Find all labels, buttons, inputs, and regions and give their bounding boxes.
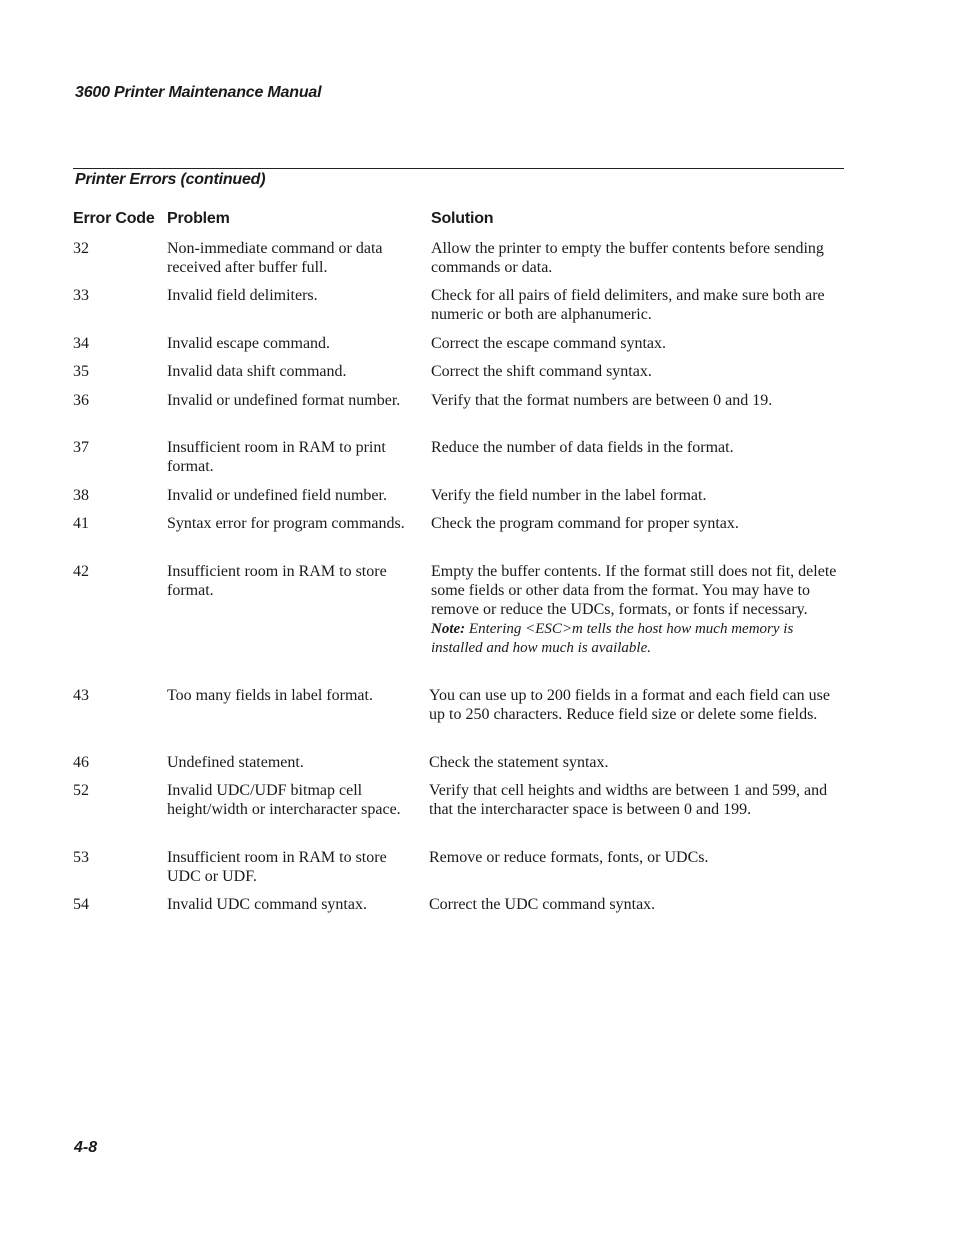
solution-text: You can use up to 200 fields in a format and each field can use up to 250 characters. Reduce field size or delete some fields. [429,687,830,724]
problem-text: Invalid data shift command. [167,363,347,380]
problem-text: Too many fields in label format. [167,687,373,704]
problem-text: Insufficient room in RAM to store UDC or UDF. [167,849,387,886]
solution-text: Reduce the number of data fields in the format. [431,439,734,456]
problem-text: Insufficient room in RAM to store format. [167,563,387,600]
solution-text: Correct the shift command syntax. [431,363,652,380]
note-text: Entering <ESC>m tells the host how much memory is installed and how much is available. [431,620,794,656]
problem-text: Syntax error for program commands. [167,515,405,532]
error-code: 32 [73,240,89,257]
note-label: Note: [431,620,466,637]
problem-text: Insufficient room in RAM to print format. [167,439,386,476]
problem-text: Invalid or undefined format number. [167,392,401,409]
problem-text: Non-immediate command or data received after buffer full. [167,240,383,277]
solution-text: Verify that cell heights and widths are between 1 and 599, and that the intercharacter space is between 0 and 199. [429,782,828,819]
solution-text: Check the program command for proper syntax. [431,515,739,532]
problem-text: Invalid field delimiters. [167,287,318,304]
column-header-solution: Solution [431,210,494,227]
error-code: 37 [73,439,89,456]
error-code: 42 [73,563,89,580]
error-code: 52 [73,782,89,799]
solution-text: Correct the escape command syntax. [431,335,667,352]
solution-text: Check the statement syntax. [429,754,609,771]
solution-text: Allow the printer to empty the buffer contents before sending commands or data. [431,240,824,277]
error-code: 43 [73,687,89,704]
solution-text: Check for all pairs of field delimiters, and make sure both are numeric or both are alphanumeric. [431,287,825,324]
error-code: 53 [73,849,89,866]
error-code: 41 [73,515,89,532]
error-code: 34 [73,335,89,352]
problem-text: Invalid or undefined field number. [167,487,387,504]
problem-text: Invalid escape command. [167,335,331,352]
solution-text: Empty the buffer contents. If the format still does not fit, delete some fields or other data from the format. You may have to remove or reduce the UDCs, formats, or fonts if necessary. [431,563,837,619]
column-header-error-code: Error Code [73,210,155,227]
solution-text: Remove or reduce formats, fonts, or UDCs. [429,849,709,866]
problem-text: Undefined statement. [167,754,304,771]
error-code: 33 [73,287,89,304]
table-title: Printer Errors (continued) [75,171,266,188]
problem-text: Invalid UDC command syntax. [167,896,367,913]
problem-text: Invalid UDC/UDF bitmap cell height/width or intercharacter space. [167,782,401,819]
note [431,620,846,658]
solution-cell [431,562,846,658]
section-rule [73,168,844,169]
running-header: 3600 Printer Maintenance Manual [75,84,322,101]
error-code: 35 [73,363,89,380]
page-number: 4-8 [74,1139,98,1156]
error-code: 38 [73,487,89,504]
column-header-problem: Problem [167,210,230,227]
error-code: 46 [73,754,89,771]
error-code: 36 [73,392,89,409]
solution-text: Correct the UDC command syntax. [429,896,656,913]
error-code: 54 [73,896,89,913]
solution-text: Verify the field number in the label format. [431,487,707,504]
solution-text: Verify that the format numbers are between 0 and 19. [431,392,773,409]
